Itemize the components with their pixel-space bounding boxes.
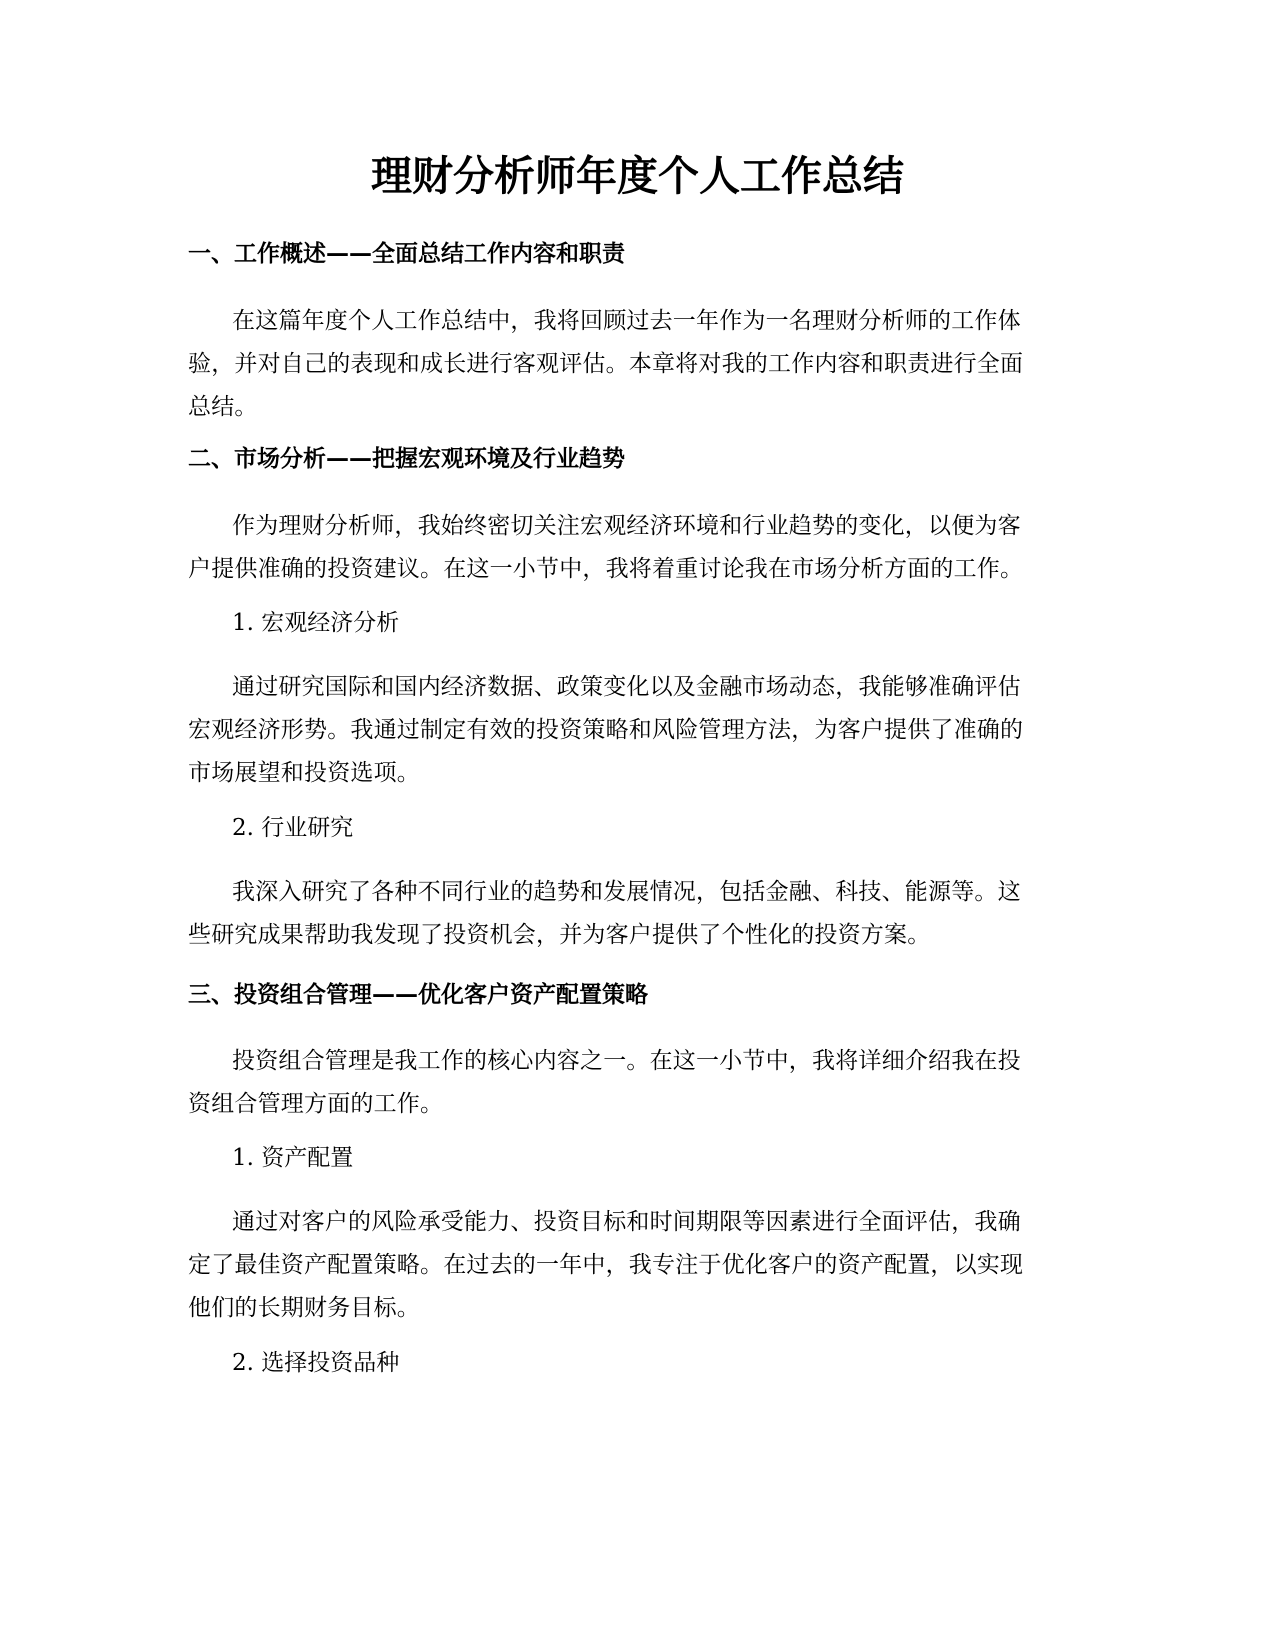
paragraph-line: 作为理财分析师，我始终密切关注宏观经济环境和行业趋势的变化，以便为客: [232, 513, 1021, 539]
section-1-paragraph: [188, 300, 1086, 429]
section-heading-1: 一、工作概述——全面总结工作内容和职责: [188, 241, 625, 267]
paragraph-line: 总结。: [188, 394, 258, 420]
paragraph-line: 在这篇年度个人工作总结中，我将回顾过去一年作为一名理财分析师的工作体: [232, 308, 1021, 334]
section-2-paragraph-2: [188, 666, 1086, 795]
document-title: 理财分析师年度个人工作总结: [371, 152, 904, 200]
paragraph-line: 验，并对自己的表现和成长进行客观评估。本章将对我的工作内容和职责进行全面: [188, 351, 1024, 377]
paragraph-line: 些研究成果帮助我发现了投资机会，并为客户提供了个性化的投资方案。: [188, 922, 931, 948]
paragraph-line: 我深入研究了各种不同行业的趋势和发展情况，包括金融、科技、能源等。这: [232, 879, 1021, 905]
list-item-industry-research: 2. 行业研究: [232, 815, 354, 841]
section-3-paragraph-2: [188, 1201, 1086, 1330]
section-2-paragraph-3: [188, 871, 1086, 957]
list-item-select-investments: 2. 选择投资品种: [232, 1350, 400, 1376]
paragraph-line: 通过研究国际和国内经济数据、政策变化以及金融市场动态，我能够准确评估: [232, 674, 1021, 700]
section-2-paragraph-1: [188, 505, 1086, 591]
paragraph-line: 户提供准确的投资建议。在这一小节中，我将着重讨论我在市场分析方面的工作。: [188, 556, 1024, 582]
list-item-asset-allocation: 1. 资产配置: [232, 1145, 354, 1171]
paragraph-line: 宏观经济形势。我通过制定有效的投资策略和风险管理方法，为客户提供了准确的: [188, 717, 1024, 743]
paragraph-line: 资组合管理方面的工作。: [188, 1091, 444, 1117]
paragraph-line: 定了最佳资产配置策略。在过去的一年中，我专注于优化客户的资产配置，以实现: [188, 1252, 1024, 1278]
paragraph-line: 投资组合管理是我工作的核心内容之一。在这一小节中，我将详细介绍我在投: [232, 1048, 1021, 1074]
section-3-paragraph-1: [188, 1040, 1086, 1126]
list-item-macro-analysis: 1. 宏观经济分析: [232, 610, 400, 636]
section-heading-2: 二、市场分析——把握宏观环境及行业趋势: [188, 446, 625, 472]
paragraph-line: 通过对客户的风险承受能力、投资目标和时间期限等因素进行全面评估，我确: [232, 1209, 1021, 1235]
paragraph-line: 市场展望和投资选项。: [188, 760, 420, 786]
paragraph-line: 他们的长期财务目标。: [188, 1295, 420, 1321]
section-heading-3: 三、投资组合管理——优化客户资产配置策略: [188, 982, 648, 1008]
